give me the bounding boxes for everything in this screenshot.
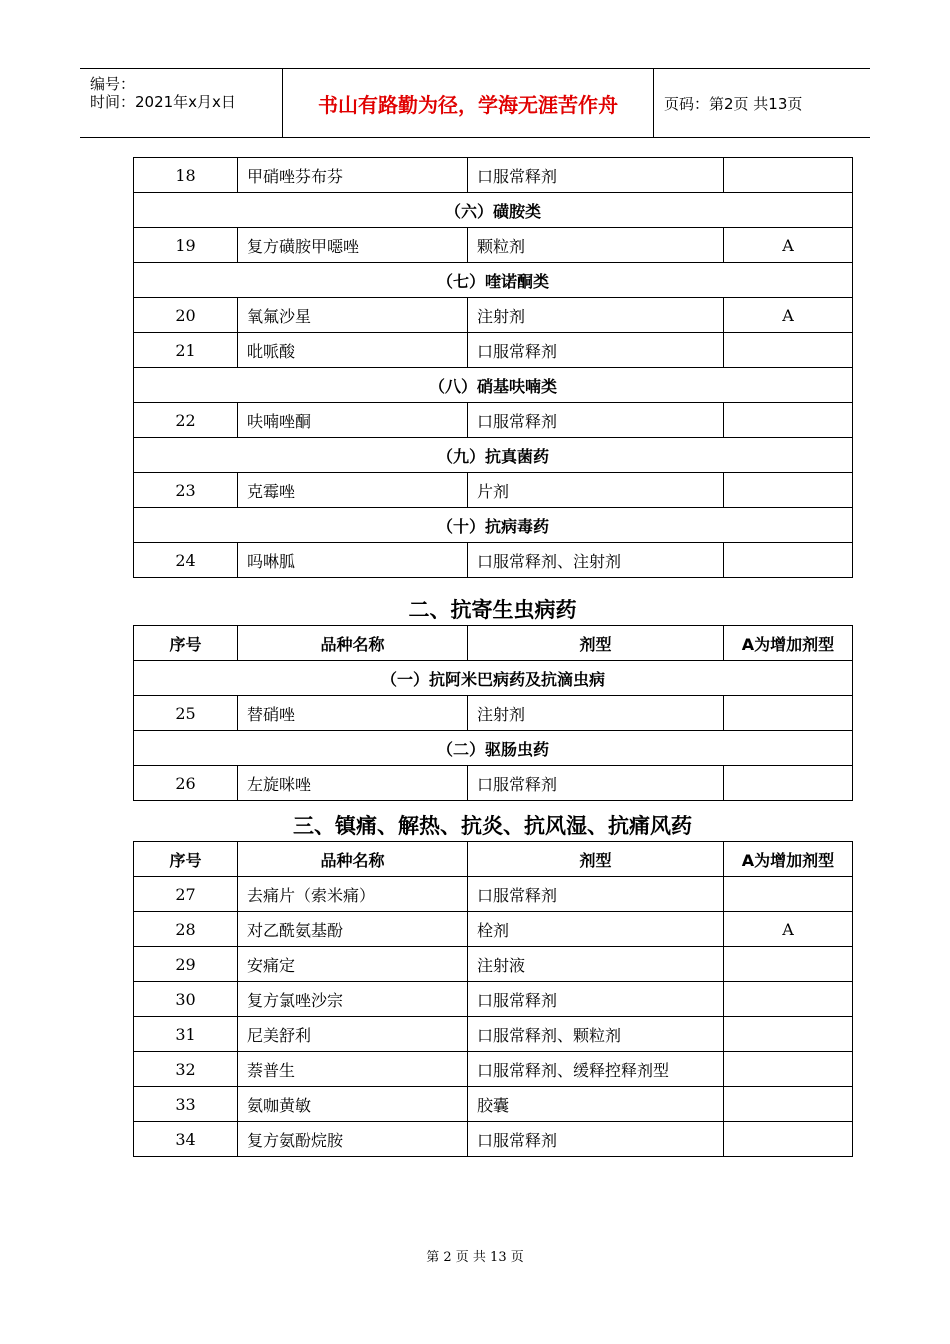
drug-name: 复方磺胺甲噁唑 [238,228,468,263]
table-row [134,912,853,947]
header-page-cell [654,69,870,137]
row-number: 34 [134,1122,238,1157]
drug-name: 吡哌酸 [238,333,468,368]
category-title: （八）硝基呋喃类 [134,368,853,403]
drug-name: 氨咖黄敏 [238,1087,468,1122]
table-row [134,982,853,1017]
drug-name: 萘普生 [238,1052,468,1087]
dosage-form: 注射液 [468,947,724,982]
row-number: 30 [134,982,238,1017]
category-title: （九）抗真菌药 [134,438,853,473]
col-header-no: 序号 [134,626,238,661]
category-row [134,438,853,473]
category-title: （二）驱肠虫药 [134,731,853,766]
drug-name: 复方氨酚烷胺 [238,1122,468,1157]
dosage-form: 注射剂 [468,696,724,731]
dosage-form: 口服常释剂 [468,766,724,801]
category-row [134,661,853,696]
drug-name: 去痛片（索米痛） [238,877,468,912]
col-header-flag: A为增加剂型 [724,626,853,661]
table-row [134,696,853,731]
row-number: 28 [134,912,238,947]
table-row [134,473,853,508]
row-number: 18 [134,158,238,193]
table-row [134,1087,853,1122]
dosage-form: 胶囊 [468,1087,724,1122]
drug-table-antiparasitic [133,625,853,801]
table-row [134,947,853,982]
added-form-flag [724,403,853,438]
drug-name: 克霉唑 [238,473,468,508]
row-number: 32 [134,1052,238,1087]
col-header-form: 剂型 [468,842,724,877]
header-motto-cell [283,69,654,137]
row-number: 27 [134,877,238,912]
page-header [80,68,870,138]
table-row [134,1122,853,1157]
added-form-flag [724,1052,853,1087]
table-row [134,228,853,263]
drug-name: 复方氯唑沙宗 [238,982,468,1017]
added-form-flag [724,1122,853,1157]
drug-name: 尼美舒利 [238,1017,468,1052]
added-form-flag [724,158,853,193]
row-number: 25 [134,696,238,731]
table-row [134,1017,853,1052]
added-form-flag [724,947,853,982]
added-form-flag [724,1017,853,1052]
drug-name: 左旋咪唑 [238,766,468,801]
category-title: （一）抗阿米巴病药及抗滴虫病 [134,661,853,696]
page-footer: 第 2 页 共 13 页 [426,1250,524,1265]
drug-name: 氧氟沙星 [238,298,468,333]
col-header-name: 品种名称 [238,626,468,661]
category-row [134,368,853,403]
table-header-row [134,842,853,877]
added-form-flag [724,1087,853,1122]
row-number: 22 [134,403,238,438]
table-row [134,298,853,333]
table-row [134,158,853,193]
row-number: 26 [134,766,238,801]
table-row [134,1052,853,1087]
table-row [134,333,853,368]
dosage-form: 口服常释剂 [468,403,724,438]
added-form-flag: A [724,228,853,263]
drug-name: 对乙酰氨基酚 [238,912,468,947]
added-form-flag [724,877,853,912]
dosage-form: 片剂 [468,473,724,508]
row-number: 31 [134,1017,238,1052]
added-form-flag: A [724,912,853,947]
table-header-row [134,626,853,661]
category-title: （六）磺胺类 [134,193,853,228]
dosage-form: 栓剂 [468,912,724,947]
category-row [134,193,853,228]
row-number: 19 [134,228,238,263]
code-label: 编号： [90,75,136,93]
dosage-form: 口服常释剂、缓释控释剂型 [468,1052,724,1087]
category-row [134,508,853,543]
row-number: 33 [134,1087,238,1122]
header-motto: 书山有路勤为径，学海无涯苦作舟 [318,92,618,117]
col-header-form: 剂型 [468,626,724,661]
drug-name: 甲硝唑芬布芬 [238,158,468,193]
added-form-flag [724,982,853,1017]
dosage-form: 口服常释剂、注射剂 [468,543,724,578]
row-number: 24 [134,543,238,578]
header-page-info: 页码：第2页 共13页 [664,94,803,113]
dosage-form: 口服常释剂 [468,158,724,193]
dosage-form: 注射剂 [468,298,724,333]
category-row [134,263,853,298]
section-heading-analgesic: 三、镇痛、解热、抗炎、抗风湿、抗痛风药 [293,814,692,838]
added-form-flag [724,473,853,508]
added-form-flag [724,333,853,368]
dosage-form: 口服常释剂 [468,982,724,1017]
drug-name: 安痛定 [238,947,468,982]
time-label: 时间：2021年x月x日 [90,93,236,111]
row-number: 20 [134,298,238,333]
table-row [134,766,853,801]
table-row [134,543,853,578]
dosage-form: 口服常释剂 [468,877,724,912]
section-heading-antiparasitic: 二、抗寄生虫病药 [408,598,577,622]
added-form-flag [724,696,853,731]
drug-table-analgesic [133,841,853,1157]
drug-name: 替硝唑 [238,696,468,731]
drug-name: 呋喃唑酮 [238,403,468,438]
dosage-form: 口服常释剂、颗粒剂 [468,1017,724,1052]
dosage-form: 口服常释剂 [468,1122,724,1157]
drug-name: 吗啉胍 [238,543,468,578]
category-title: （十）抗病毒药 [134,508,853,543]
table-row [134,403,853,438]
category-row [134,731,853,766]
drug-table-antibacterial [133,157,853,578]
row-number: 29 [134,947,238,982]
row-number: 23 [134,473,238,508]
col-header-flag: A为增加剂型 [724,842,853,877]
added-form-flag: A [724,298,853,333]
col-header-no: 序号 [134,842,238,877]
added-form-flag [724,766,853,801]
category-title: （七）喹诺酮类 [134,263,853,298]
table-row [134,877,853,912]
header-meta [80,69,283,137]
dosage-form: 颗粒剂 [468,228,724,263]
added-form-flag [724,543,853,578]
row-number: 21 [134,333,238,368]
dosage-form: 口服常释剂 [468,333,724,368]
col-header-name: 品种名称 [238,842,468,877]
